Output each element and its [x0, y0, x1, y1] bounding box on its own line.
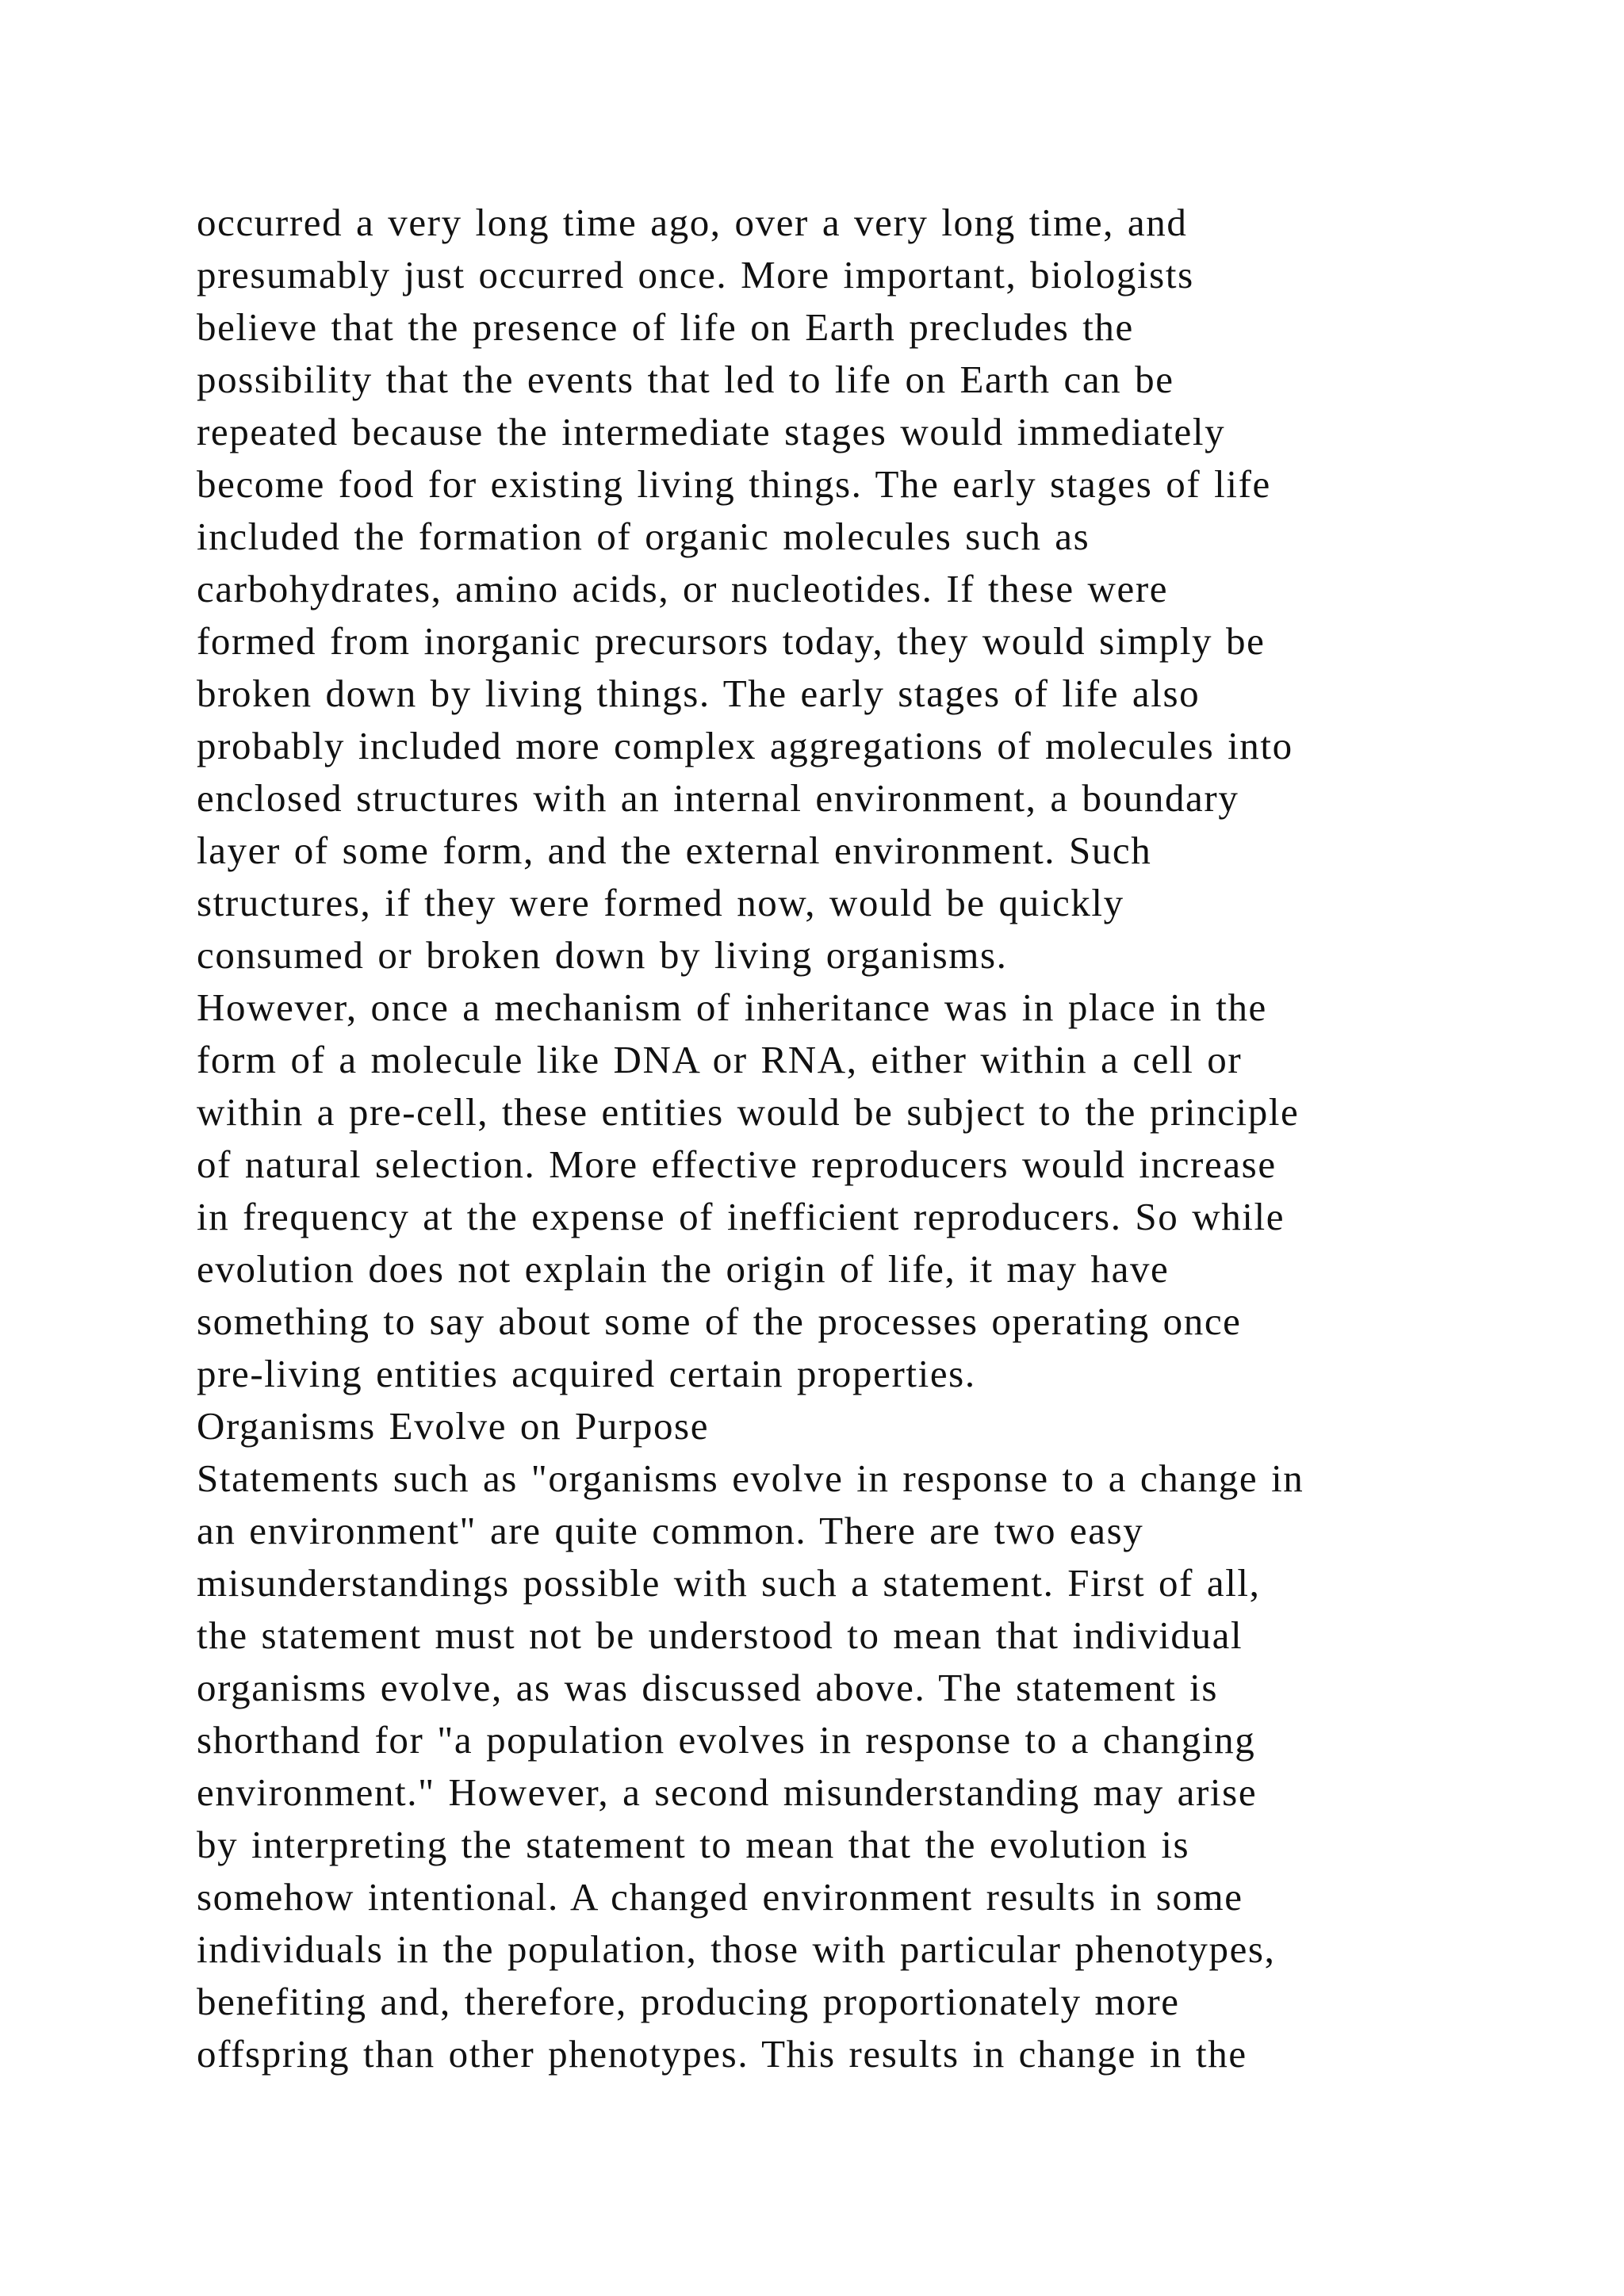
- section-heading: Organisms Evolve on Purpose: [197, 1404, 710, 1448]
- text-line: somehow intentional. A changed environment results in some: [197, 1875, 1243, 1919]
- text-line: formed from inorganic precursors today, they would simply be: [197, 619, 1266, 663]
- text-line: structures, if they were formed now, would be quickly: [197, 881, 1124, 924]
- text-line: offspring than other phenotypes. This results in change in the: [197, 2032, 1247, 2076]
- text-line: benefiting and, therefore, producing proportionately more: [197, 1980, 1180, 2023]
- text-line: included the formation of organic molecules such as: [197, 515, 1090, 558]
- text-line: environment." However, a second misunderstanding may arise: [197, 1770, 1258, 1814]
- text-line: organisms evolve, as was discussed above. The statement is: [197, 1666, 1219, 1709]
- text-line: by interpreting the statement to mean that the evolution is: [197, 1823, 1190, 1866]
- text-line: individuals in the population, those with particular phenotypes,: [197, 1927, 1276, 1971]
- text-line: broken down by living things. The early stages of life also: [197, 672, 1201, 715]
- text-line: of natural selection. More effective reproducers would increase: [197, 1142, 1277, 1186]
- text-line: enclosed structures with an internal environment, a boundary: [197, 776, 1239, 820]
- text-line: layer of some form, and the external environment. Such: [197, 828, 1152, 872]
- text-line: pre-living entities acquired certain properties.: [197, 1352, 976, 1395]
- text-line: occurred a very long time ago, over a very long time, and: [197, 201, 1188, 244]
- body-text: [197, 197, 1561, 2080]
- text-line: something to say about some of the processes operating once: [197, 1299, 1242, 1343]
- text-line: possibility that the events that led to life on Earth can be: [197, 358, 1174, 401]
- text-line: become food for existing living things. The early stages of life: [197, 462, 1271, 506]
- text-line: within a pre-cell, these entities would be subject to the principle: [197, 1090, 1300, 1134]
- text-line: repeated because the intermediate stages would immediately: [197, 410, 1226, 453]
- text-line: probably included more complex aggregations of molecules into: [197, 724, 1293, 767]
- text-line: in frequency at the expense of inefficient reproducers. So while: [197, 1195, 1285, 1238]
- text-line: carbohydrates, amino acids, or nucleotides. If these were: [197, 567, 1169, 610]
- text-line: presumably just occurred once. More important, biologists: [197, 253, 1194, 297]
- text-line: Statements such as "organisms evolve in response to a change in: [197, 1456, 1304, 1500]
- text-line: consumed or broken down by living organisms.: [197, 933, 1008, 977]
- text-line: believe that the presence of life on Earth precludes the: [197, 305, 1134, 349]
- text-line: misunderstandings possible with such a statement. First of all,: [197, 1561, 1261, 1605]
- text-line: form of a molecule like DNA or RNA, either within a cell or: [197, 1038, 1243, 1081]
- text-line: evolution does not explain the origin of life, it may have: [197, 1247, 1170, 1291]
- text-line: an environment" are quite common. There are two easy: [197, 1509, 1144, 1552]
- text-line: However, once a mechanism of inheritance was in place in the: [197, 985, 1267, 1029]
- text-line: the statement must not be understood to mean that individual: [197, 1613, 1243, 1657]
- text-line: shorthand for "a population evolves in response to a changing: [197, 1718, 1256, 1762]
